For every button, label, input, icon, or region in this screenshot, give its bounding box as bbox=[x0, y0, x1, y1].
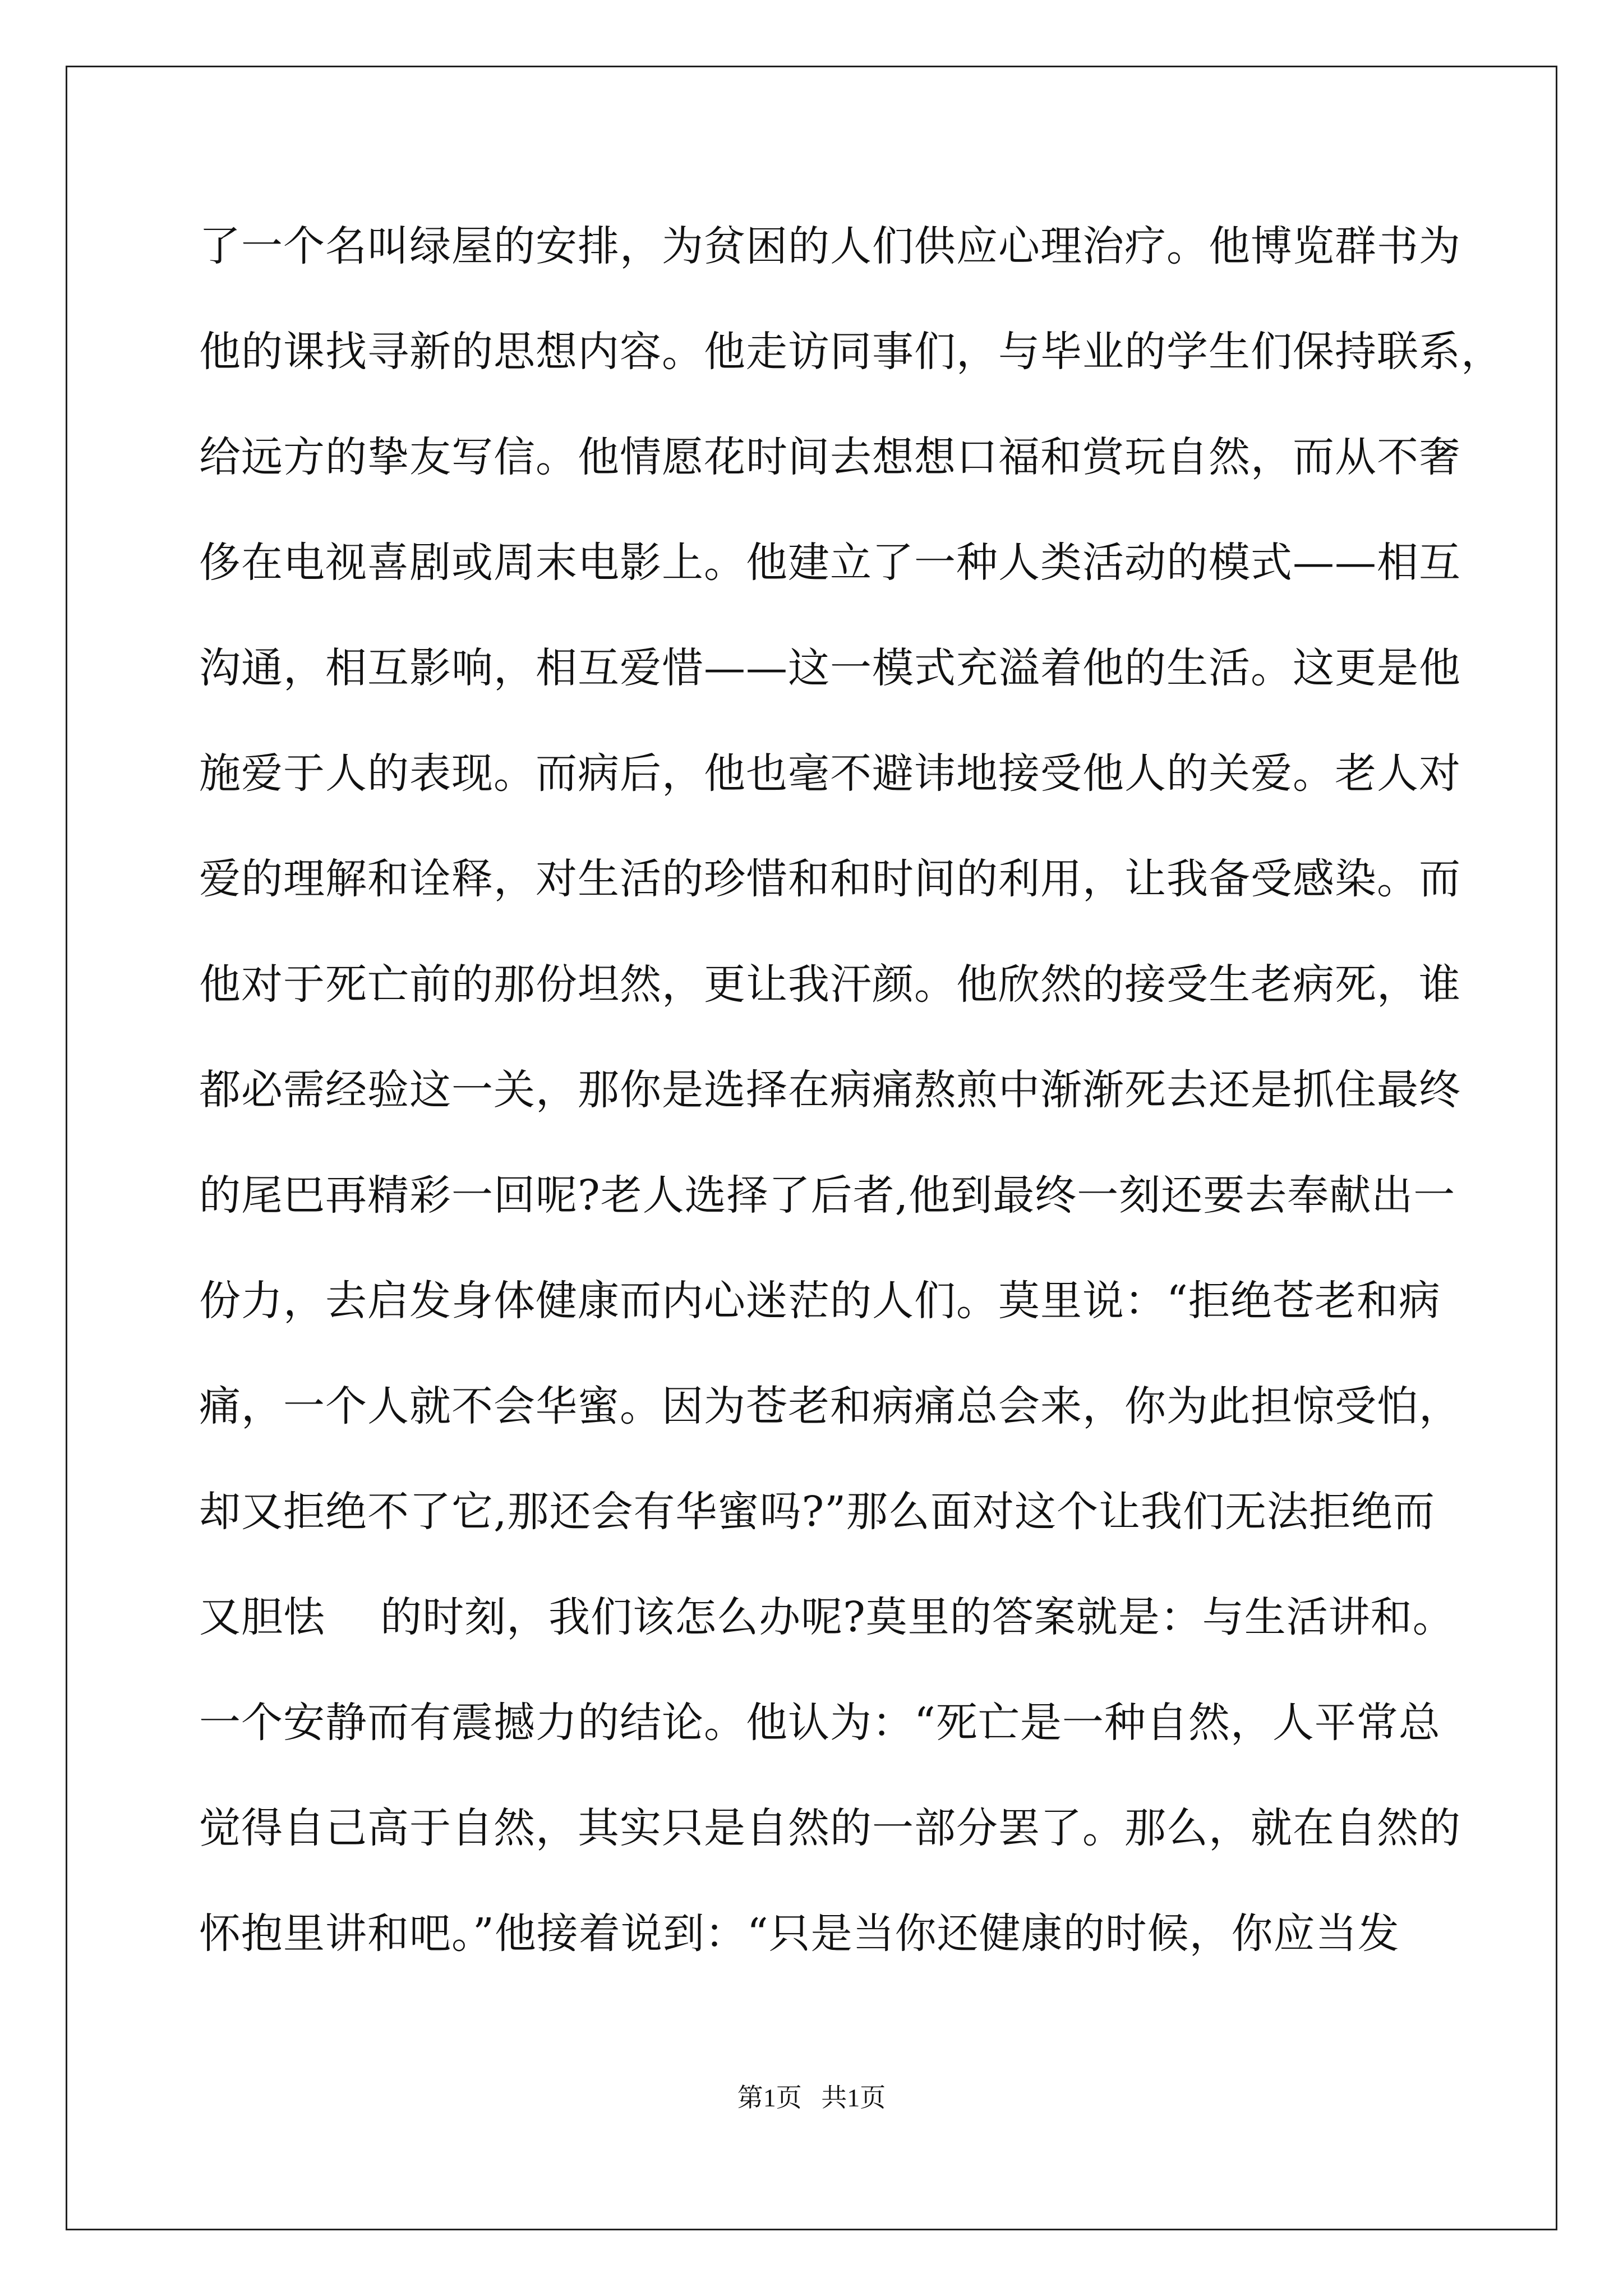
text-line: 一个安静而有震撼力的结论。他认为：“死亡是一种自然，人平常总 bbox=[199, 1699, 1441, 1747]
text-line: 觉得自己高于自然，其实只是自然的一部分罢了。那么，就在自然的 bbox=[199, 1804, 1461, 1852]
page-number-footer: 第1页 共1页 bbox=[737, 2083, 886, 2112]
text-line: 份力，去启发身体健康而内心迷茫的人们。莫里说：“拒绝苍老和病 bbox=[199, 1277, 1441, 1325]
text-line: 却又拒绝不了它,那还会有华蜜吗?”那么面对这个让我们无法拒绝而 bbox=[199, 1488, 1436, 1536]
text-line: 痛，一个人就不会华蜜。因为苍老和病痛总会来，你为此担惊受怕， bbox=[199, 1382, 1461, 1430]
text-line: 的尾巴再精彩一回呢?老人选择了后者,他到最终一刻还要去奉献出一 bbox=[199, 1171, 1456, 1220]
text-line: 都必需经验这一关，那你是选择在病痛熬煎中渐渐死去还是抓住最终 bbox=[199, 1066, 1461, 1114]
text-line: 又胆怯 的时刻，我们该怎么办呢?莫里的答案就是：与生活讲和。 bbox=[199, 1593, 1455, 1641]
text-line: 施爱于人的表现。而病后，他也毫不避讳地接受他人的关爱。老人对 bbox=[199, 749, 1461, 798]
text-line: 给远方的挚友写信。他情愿花时间去想想口福和赏玩自然，而从不奢 bbox=[199, 433, 1461, 481]
text-line: 爱的理解和诠释，对生活的珍惜和和时间的利用，让我备受感染。而 bbox=[199, 855, 1461, 903]
text-line: 怀抱里讲和吧。”他接着说到：“只是当你还健康的时候，你应当发 bbox=[199, 1910, 1400, 1958]
text-line: 他对于死亡前的那份坦然，更让我汗颜。他欣然的接受生老病死，谁 bbox=[199, 960, 1461, 1009]
text-line: 侈在电视喜剧或周末电影上。他建立了一种人类活动的模式——相互 bbox=[199, 539, 1461, 587]
text-line: 了一个名叫绿屋的安排，为贫困的人们供应心理治疗。他博览群书为 bbox=[199, 222, 1461, 270]
text-line: 沟通，相互影响，相互爱惜——这一模式充溢着他的生活。这更是他 bbox=[199, 644, 1461, 692]
text-line: 他的课找寻新的思想内容。他走访同事们，与毕业的学生们保持联系， bbox=[199, 328, 1503, 376]
document-body bbox=[199, 216, 1503, 2009]
